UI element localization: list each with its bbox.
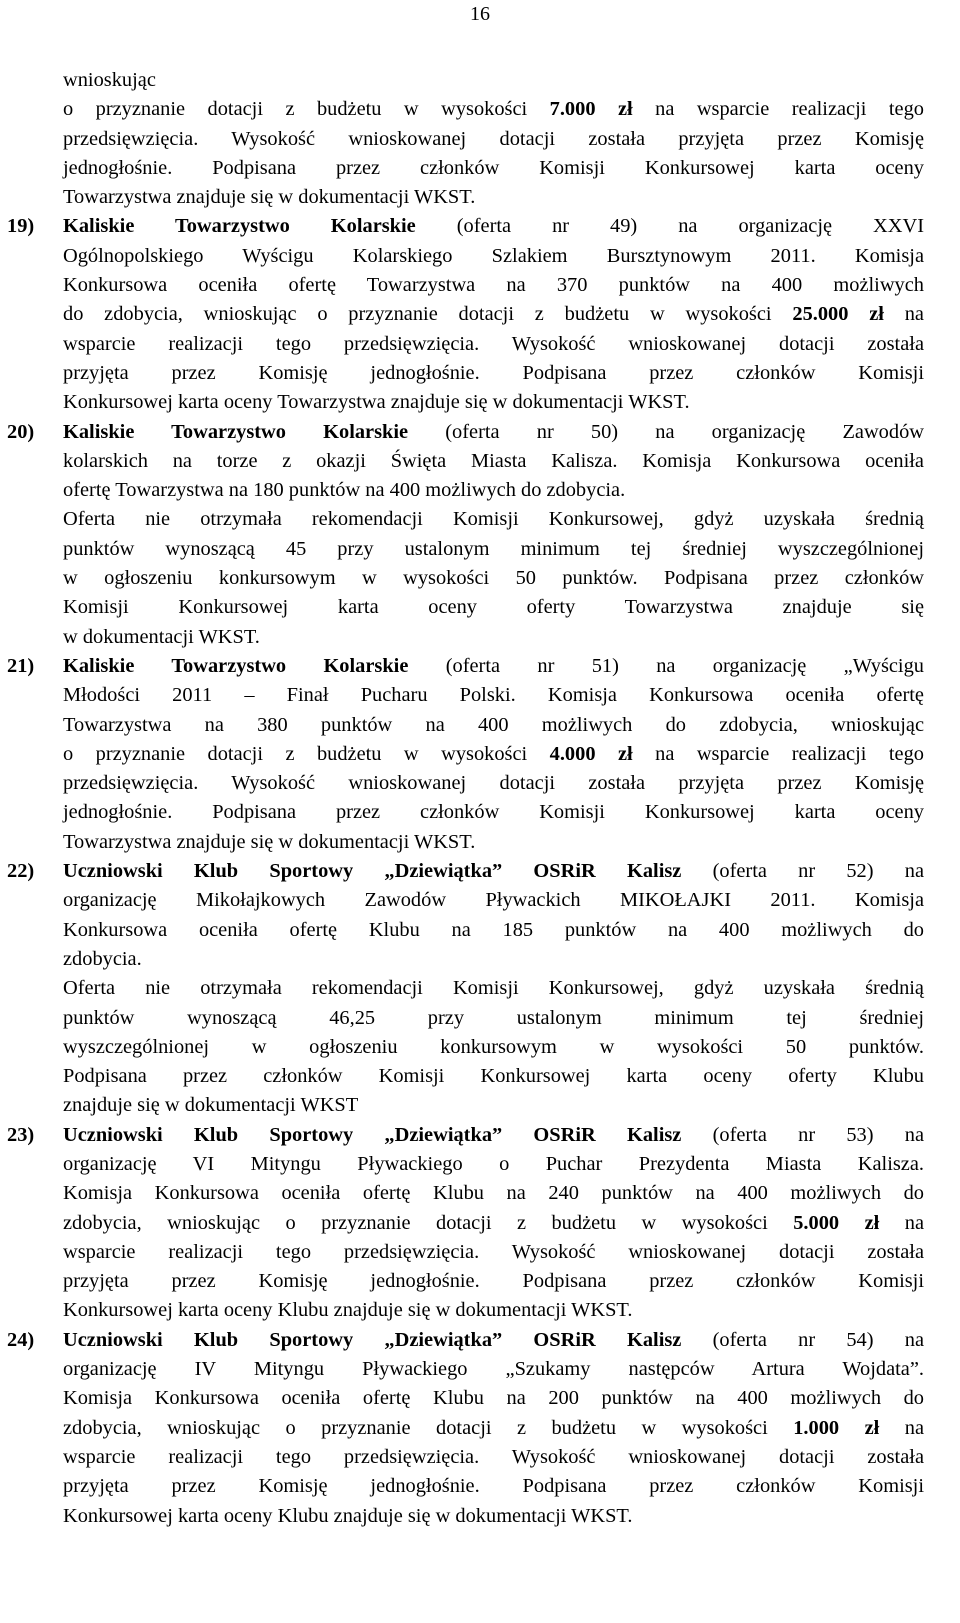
text-line: przyjęta przez Komisję jednogłośnie. Podpisana przez członków Komisji — [63, 1475, 924, 1498]
organization-name: Kaliskie Towarzystwo Kolarskie — [63, 654, 409, 677]
text-line: Towarzystwa znajduje się w dokumentacji WKST. — [63, 830, 476, 853]
item-number: 20) — [7, 420, 35, 443]
text-line: Towarzystwa znajduje się w dokumentacji WKST. — [63, 186, 476, 209]
text-line: Kaliskie Towarzystwo Kolarskie (oferta nr 50) na organizację Zawodów — [63, 420, 924, 443]
grant-amount: 25.000 zł — [792, 303, 884, 326]
text-line: Oferta nie otrzymała rekomendacji Komisji Konkursowej, gdyż uzyskała średnią — [63, 508, 924, 531]
text-line: organizację Mikołajkowych Zawodów Pływackich MIKOŁAJKI 2011. Komisja — [63, 889, 924, 912]
text-line: Konkursowej karta oceny Towarzystwa znajduje się w dokumentacji WKST. — [63, 391, 690, 414]
text-line: Uczniowski Klub Sportowy „Dziewiątka” OSRiR Kalisz (oferta nr 53) na — [63, 1123, 925, 1146]
text-line: organizację VI Mityngu Pływackiego o Puchar Prezydenta Miasta Kalisza. — [63, 1152, 924, 1175]
list-item — [7, 857, 925, 1121]
text-line: organizację IV Mityngu Pływackiego „Szukamy następców Artura Wojdata”. — [63, 1358, 924, 1381]
grant-amount: 4.000 zł — [549, 742, 633, 765]
text-line: Komisji Konkursowej karta oceny oferty Towarzystwa znajduje się — [63, 596, 924, 619]
text-line: ofertę Towarzystwa na 180 punktów na 400 możliwych do zdobycia. — [63, 479, 626, 502]
text-line: wsparcie realizacji tego przedsięwzięcia. Wysokość wnioskowanej dotacji została — [63, 1240, 924, 1263]
text-line: Konkursowa oceniła ofertę Towarzystwa na 370 punktów na 400 możliwych — [63, 274, 924, 297]
text-line: o przyznanie dotacji z budżetu w wysokości 7.000 zł na wsparcie realizacji tego — [63, 98, 924, 121]
text-line: Ogólnopolskiego Wyścigu Kolarskiego Szlakiem Bursztynowym 2011. Komisja — [63, 244, 924, 267]
text-line: Podpisana przez członków Komisji Konkursowej karta oceny oferty Klubu — [63, 1065, 924, 1088]
document-body — [7, 66, 925, 1531]
item-number: 19) — [7, 215, 35, 238]
text-line: Kaliskie Towarzystwo Kolarskie (oferta nr 49) na organizację XXVI — [63, 215, 925, 238]
text-line: w ogłoszeniu konkursowym w wysokości 50 punktów. Podpisana przez członków — [63, 567, 924, 590]
text-line: wsparcie realizacji tego przedsięwzięcia. Wysokość wnioskowanej dotacji została — [63, 1445, 924, 1468]
item-number: 22) — [7, 860, 35, 883]
text-line: punktów wynoszącą 46,25 przy ustalonym minimum tej średniej — [63, 1006, 924, 1029]
text-line: Konkursowej karta oceny Klubu znajduje się w dokumentacji WKST. — [63, 1299, 633, 1322]
intro-paragraph — [63, 66, 924, 212]
text-line: Oferta nie otrzymała rekomendacji Komisji Konkursowej, gdyż uzyskała średnią — [63, 977, 924, 1000]
list-item — [7, 652, 924, 857]
text-line: o przyznanie dotacji z budżetu w wysokości 4.000 zł na wsparcie realizacji tego — [63, 742, 924, 765]
item-number: 21) — [7, 654, 35, 677]
text-line: zdobycia, wnioskując o przyznanie dotacji z budżetu w wysokości 1.000 zł na — [63, 1416, 925, 1439]
text-line: jednogłośnie. Podpisana przez członków Komisji Konkursowej karta oceny — [63, 156, 924, 179]
text-line: w dokumentacji WKST. — [63, 625, 260, 648]
list-item — [7, 212, 925, 417]
organization-name: Uczniowski Klub Sportowy „Dziewiątka” OSRiR Kalisz — [63, 1328, 682, 1351]
text-line: wyszczególnionej w ogłoszeniu konkursowym w wysokości 50 punktów. — [63, 1035, 924, 1058]
text-line: znajduje się w dokumentacji WKST — [63, 1094, 359, 1117]
organization-name: Uczniowski Klub Sportowy „Dziewiątka” OSRiR Kalisz — [63, 1123, 682, 1146]
grant-amount: 1.000 zł — [793, 1416, 880, 1439]
text-line: przyjęta przez Komisję jednogłośnie. Podpisana przez członków Komisji — [63, 1270, 924, 1293]
text-line: Młodości 2011 – Finał Pucharu Polski. Komisja Konkursowa oceniła ofertę — [63, 684, 924, 707]
list-item — [7, 418, 924, 652]
text-line: Konkursowa oceniła ofertę Klubu na 185 punktów na 400 możliwych do — [63, 918, 924, 941]
text-line: punktów wynoszącą 45 przy ustalonym minimum tej średniej wyszczególnionej — [63, 537, 924, 560]
text-line: przedsięwzięcia. Wysokość wnioskowanej dotacji została przyjęta przez Komisję — [63, 127, 924, 150]
text-line: Konkursowej karta oceny Klubu znajduje się w dokumentacji WKST. — [63, 1504, 633, 1527]
text-line: jednogłośnie. Podpisana przez członków Komisji Konkursowej karta oceny — [63, 801, 924, 824]
text-line: Kaliskie Towarzystwo Kolarskie (oferta nr 51) na organizację „Wyścigu — [63, 654, 924, 677]
text-line: zdobycia, wnioskując o przyznanie dotacji z budżetu w wysokości 5.000 zł na — [63, 1211, 925, 1234]
item-number: 24) — [7, 1328, 35, 1351]
text-line: Uczniowski Klub Sportowy „Dziewiątka” OSRiR Kalisz (oferta nr 54) na — [63, 1328, 925, 1351]
text-line: Towarzystwa na 380 punktów na 400 możliwych do zdobycia, wnioskując — [63, 713, 924, 736]
text-line: Uczniowski Klub Sportowy „Dziewiątka” OSRiR Kalisz (oferta nr 52) na — [63, 860, 925, 883]
text-line: do zdobycia, wnioskując o przyznanie dotacji z budżetu w wysokości 25.000 zł na — [63, 303, 924, 326]
text-line: zdobycia. — [63, 947, 142, 970]
text-line: Komisja Konkursowa oceniła ofertę Klubu na 200 punktów na 400 możliwych do — [63, 1387, 924, 1410]
list-item — [7, 1326, 925, 1531]
text-line: przedsięwzięcia. Wysokość wnioskowanej dotacji została przyjęta przez Komisję — [63, 772, 924, 795]
organization-name: Uczniowski Klub Sportowy „Dziewiątka” OSRiR Kalisz — [63, 860, 682, 883]
text-line: kolarskich na torze z okazji Święta Miasta Kalisza. Komisja Konkursowa oceniła — [63, 449, 924, 472]
page-number: 16 — [470, 3, 490, 25]
organization-name: Kaliskie Towarzystwo Kolarskie — [63, 215, 416, 238]
organization-name: Kaliskie Towarzystwo Kolarskie — [63, 420, 409, 443]
text-line: Komisja Konkursowa oceniła ofertę Klubu na 240 punktów na 400 możliwych do — [63, 1182, 924, 1205]
text-line: wsparcie realizacji tego przedsięwzięcia. Wysokość wnioskowanej dotacji została — [63, 332, 924, 355]
list-item — [7, 1121, 925, 1326]
text-line: wnioskując — [63, 69, 156, 91]
item-number: 23) — [7, 1123, 35, 1146]
grant-amount: 5.000 zł — [793, 1211, 880, 1234]
grant-amount: 7.000 zł — [549, 98, 633, 121]
text-line: przyjęta przez Komisję jednogłośnie. Podpisana przez członków Komisji — [63, 361, 924, 384]
